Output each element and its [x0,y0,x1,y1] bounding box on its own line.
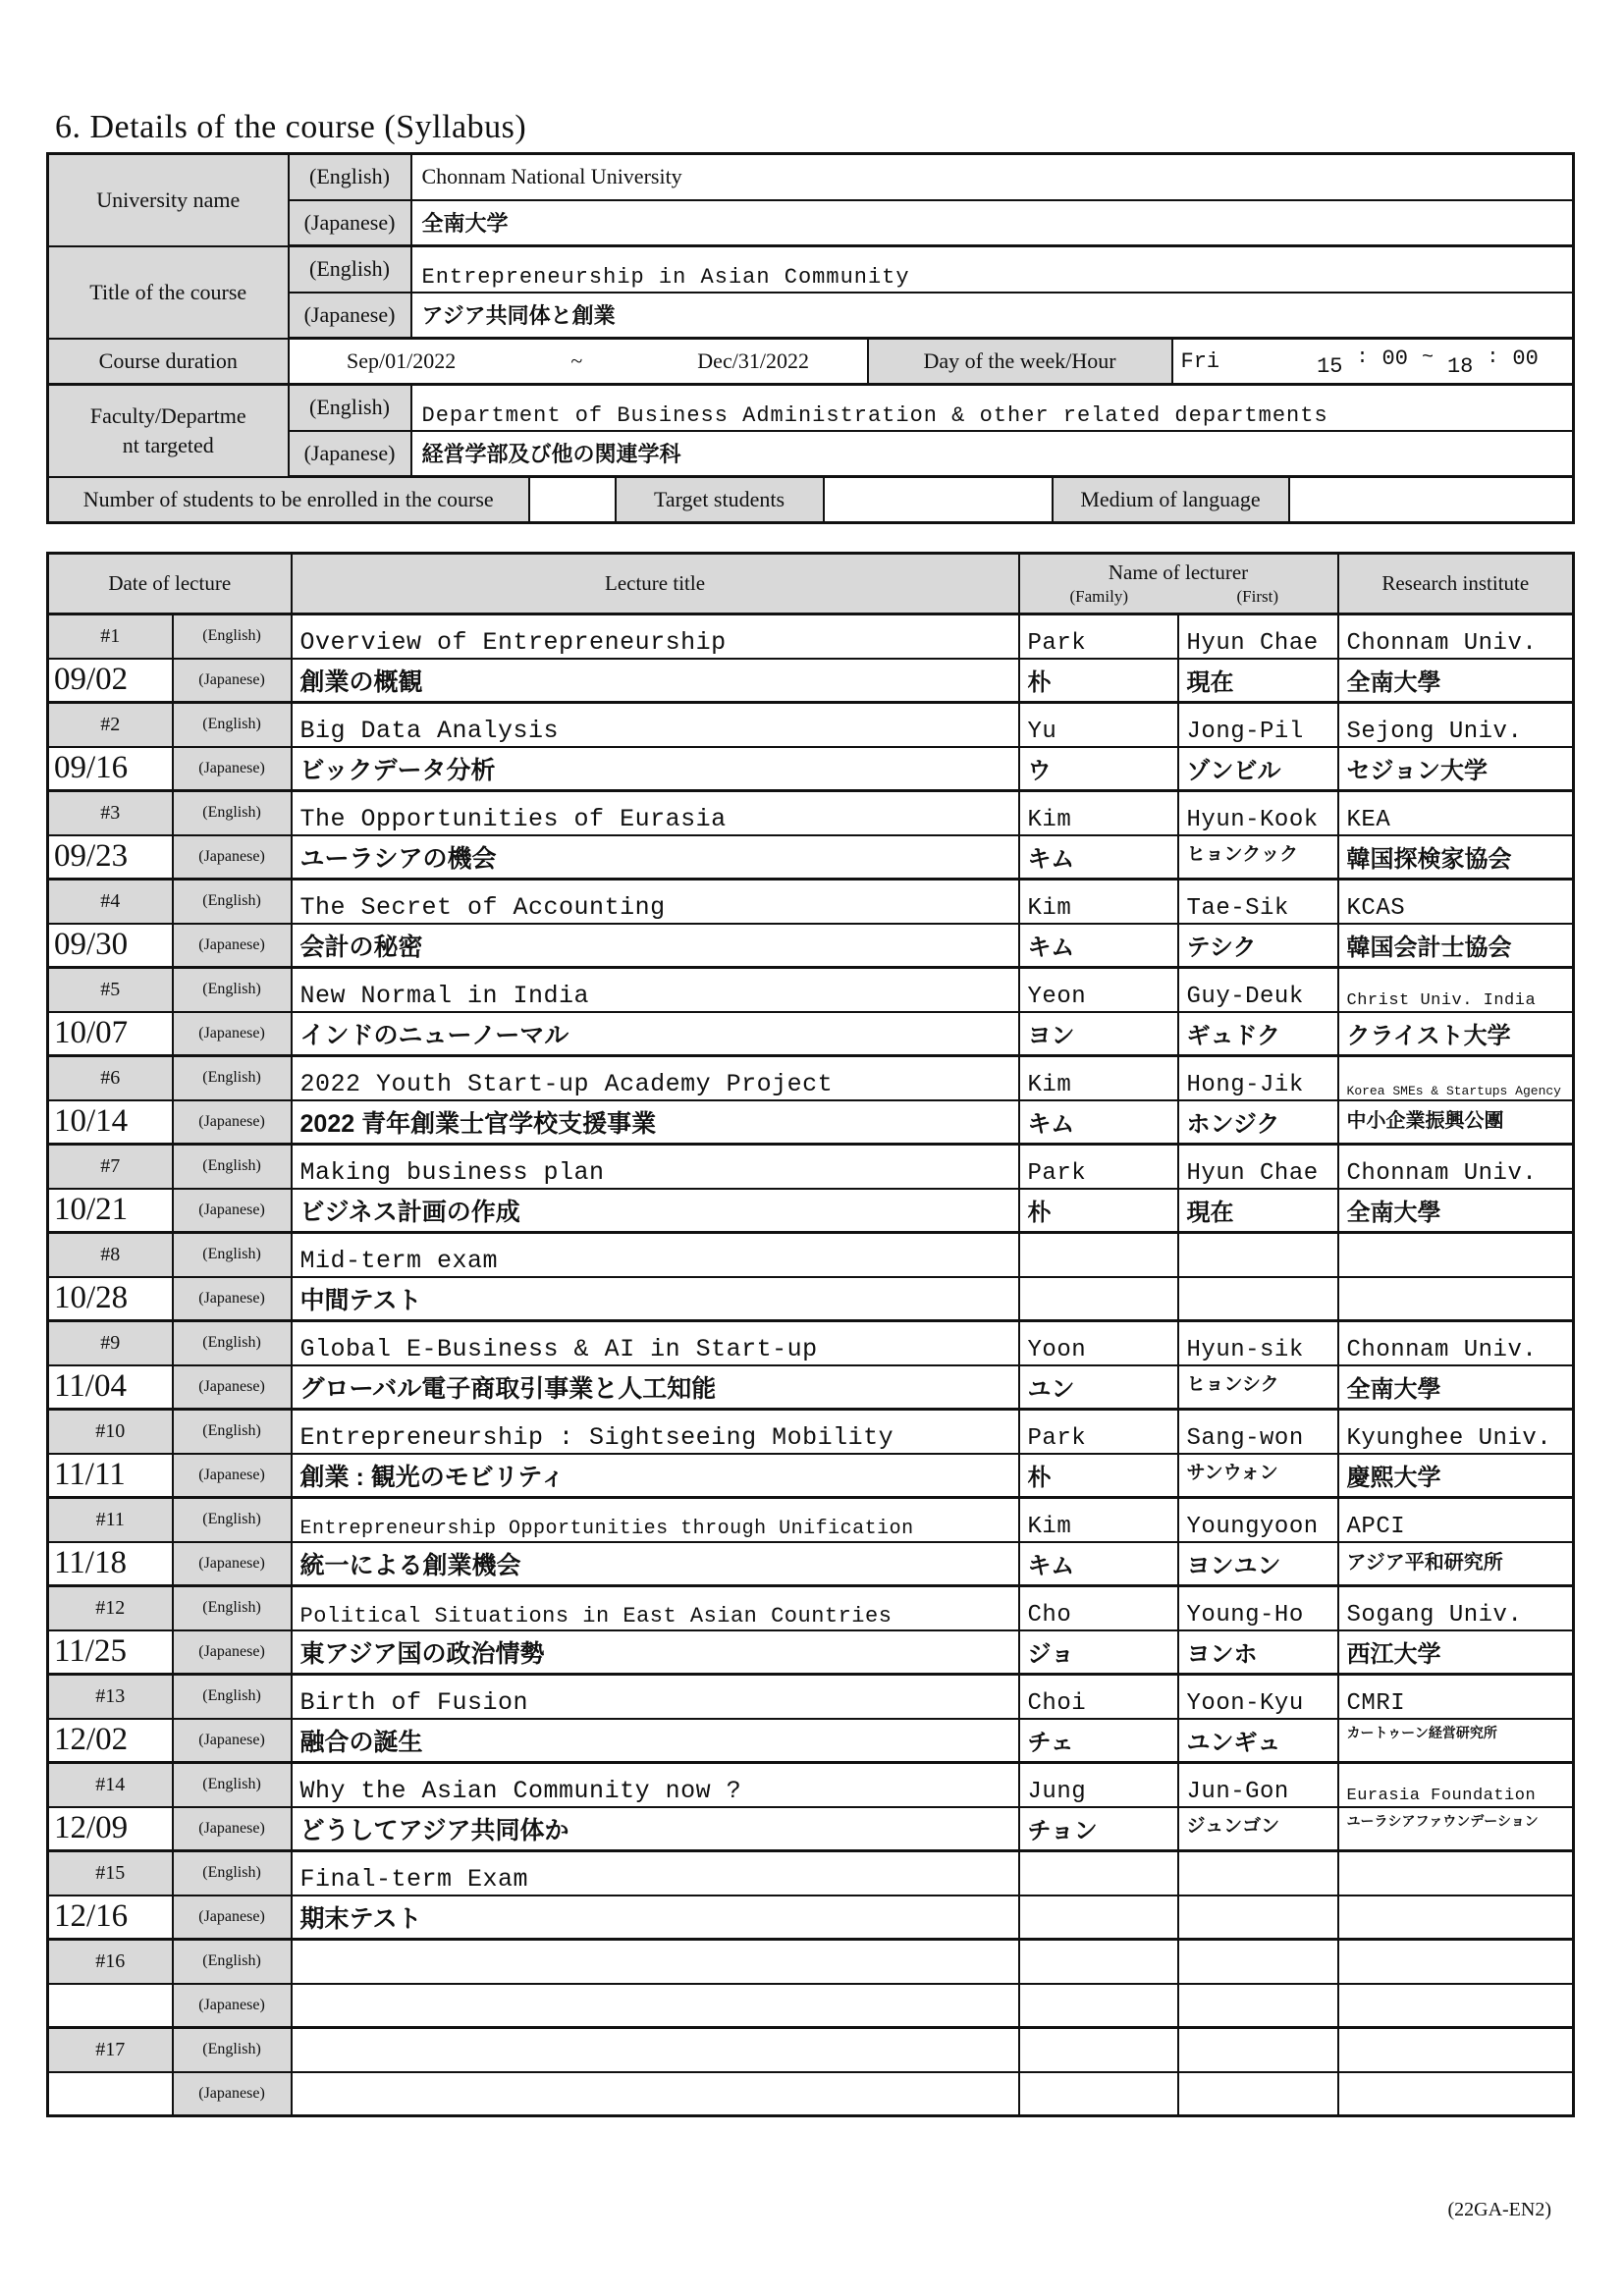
lecture-schedule-table [46,552,1575,2117]
lecturer-first-ja: 現在 [1178,1189,1338,1233]
faculty-english-value: Department of Business Administration & other related departments [411,385,1574,431]
lecturer-first-en: Yoon-Kyu [1178,1675,1338,1719]
lecturer-family-ja: ヨン [1019,1012,1178,1056]
lecturer-family-en: Choi [1019,1675,1178,1719]
lecturer-family-ja: キム [1019,835,1178,880]
lecturer-family-ja: チェ [1019,1719,1178,1763]
lecture-title-ja: インドのニューノーマル [292,1012,1019,1056]
lecture-title-en: Big Data Analysis [292,703,1019,747]
start-hour: 15 [1317,353,1343,379]
research-institute-ja: 韓国会計士協会 [1338,924,1574,968]
research-institute-ja: 西江大学 [1338,1630,1574,1675]
research-institute-ja: 全南大學 [1338,659,1574,703]
research-institute-ja: 全南大學 [1338,1189,1574,1233]
lecturer-first-ja: ユンギュ [1178,1719,1338,1763]
japanese-sublabel: (Japanese) [173,2072,292,2116]
lecture-title-en [292,1940,1019,1984]
research-institute-en: CMRI [1338,1675,1574,1719]
lecture-title-en: Making business plan [292,1145,1019,1189]
research-institute-en: Eurasia Foundation [1338,1763,1574,1807]
lecture-date: 11/04 [48,1365,173,1410]
lecturer-family-ja: 朴 [1019,659,1178,703]
lecturer-family-en [1019,2028,1178,2072]
research-institute-ja: 全南大學 [1338,1365,1574,1410]
lecture-title-ja [292,2072,1019,2116]
course-title-label: Title of the course [48,246,289,339]
research-institute-ja: 慶熙大学 [1338,1454,1574,1498]
lecture-title-ja: 融合の誕生 [292,1719,1019,1763]
lecturer-family-en: Park [1019,1145,1178,1189]
japanese-sublabel: (Japanese) [173,1542,292,1586]
research-institute-ja: ユーラシアファウンデーション [1338,1807,1574,1851]
lecture-date [48,1984,173,2028]
japanese-sublabel: (Japanese) [173,1454,292,1498]
lecturer-first-en: Hyun Chae [1178,614,1338,659]
lecture-title-ja: グローバル電子商取引事業と人工知能 [292,1365,1019,1410]
research-institute-en: KCAS [1338,880,1574,924]
lecture-date: 09/02 [48,659,173,703]
lecture-title-en: The Opportunities of Eurasia [292,791,1019,835]
lecture-title-ja: ビックデータ分析 [292,747,1019,791]
research-institute-ja: アジア平和研究所 [1338,1542,1574,1586]
lecturer-first-en: Hyun Chae [1178,1145,1338,1189]
english-sublabel: (English) [173,1498,292,1542]
english-sublabel: (English) [173,880,292,924]
japanese-sublabel: (Japanese) [173,659,292,703]
end-hour: 18 [1446,353,1474,379]
start-minute: 00 [1381,346,1408,371]
lecture-date: 10/07 [48,1012,173,1056]
lecture-title-ja: どうしてアジア共同体か [292,1807,1019,1851]
lecturer-family-ja [1019,2072,1178,2116]
lecture-date: 12/09 [48,1807,173,1851]
japanese-sublabel: (Japanese) [173,924,292,968]
english-sublabel: (English) [173,968,292,1012]
header-research-institute: Research institute [1338,554,1574,614]
lecturer-family-ja: 朴 [1019,1454,1178,1498]
course-info-table [46,152,1575,524]
japanese-sublabel: (Japanese) [173,1365,292,1410]
lecturer-family-ja [1019,1277,1178,1321]
medium-of-language-value [1289,477,1574,523]
research-institute-en [1338,1940,1574,1984]
japanese-sublabel: (Japanese) [173,1189,292,1233]
lecturer-first-ja: 現在 [1178,659,1338,703]
lecturer-first-en [1178,2028,1338,2072]
lecture-number: #4 [48,880,173,924]
lecture-date: 10/28 [48,1277,173,1321]
lecturer-family-en: Kim [1019,1498,1178,1542]
lecturer-first-ja: サンウォン [1178,1454,1338,1498]
lecturer-first-ja: テシク [1178,924,1338,968]
university-name-label: University name [48,154,289,246]
lecturer-family-en [1019,1233,1178,1277]
lecture-date: 12/02 [48,1719,173,1763]
lecturer-family-ja [1019,1896,1178,1940]
lecture-number: #17 [48,2028,173,2072]
header-name-of-lecturer [1019,554,1338,614]
japanese-sublabel: (Japanese) [173,1807,292,1851]
english-sublabel: (English) [173,1410,292,1454]
lecture-title-en: Final-term Exam [292,1851,1019,1896]
japanese-sublabel: (Japanese) [289,200,411,246]
lecture-number: #7 [48,1145,173,1189]
lecturer-first-ja: ゾンビル [1178,747,1338,791]
research-institute-en: Chonnam Univ. [1338,1145,1574,1189]
lecturer-first-en: Tae-Sik [1178,880,1338,924]
lecturer-family-en: Cho [1019,1586,1178,1630]
lecture-number: #6 [48,1056,173,1100]
lecturer-first-en: Guy-Deuk [1178,968,1338,1012]
duration-start-date: Sep/01/2022 [347,348,457,373]
lecturer-family-en: Kim [1019,791,1178,835]
research-institute-en: Korea SMEs & Startups Agency [1338,1056,1574,1100]
lecturer-family-ja: チョン [1019,1807,1178,1851]
japanese-sublabel: (Japanese) [173,747,292,791]
lecturer-first-en [1178,1851,1338,1896]
research-institute-ja [1338,1277,1574,1321]
lecture-title-ja: 創業の概観 [292,659,1019,703]
course-title-english-value: Entrepreneurship in Asian Community [411,246,1574,293]
lecture-date: 10/14 [48,1100,173,1145]
japanese-sublabel: (Japanese) [173,1100,292,1145]
lecturer-family-ja: ユン [1019,1365,1178,1410]
schedule-body [48,614,1574,2116]
english-sublabel: (English) [289,385,411,431]
lecturer-family-en: Yeon [1019,968,1178,1012]
research-institute-ja: セジョン大学 [1338,747,1574,791]
japanese-sublabel: (Japanese) [173,1896,292,1940]
lecturer-first-en: Sang-won [1178,1410,1338,1454]
lecturer-first-en: Jun-Gon [1178,1763,1338,1807]
doc-code: (22GA-EN2) [1447,2199,1551,2220]
research-institute-ja: カートゥーン経営研究所 [1338,1719,1574,1763]
tilde: ~ [1421,346,1434,369]
english-sublabel: (English) [173,1763,292,1807]
lecturer-first-en: Jong-Pil [1178,703,1338,747]
japanese-sublabel: (Japanese) [173,835,292,880]
lecturer-family-ja: キム [1019,924,1178,968]
lecturer-family-en [1019,1940,1178,1984]
japanese-sublabel: (Japanese) [173,1277,292,1321]
lecturer-first-ja: ホンジク [1178,1100,1338,1145]
research-institute-ja: 中小企業振興公團 [1338,1100,1574,1145]
lecture-title-en: The Secret of Accounting [292,880,1019,924]
english-sublabel: (English) [173,1233,292,1277]
lecture-number: #16 [48,1940,173,1984]
research-institute-ja: クライスト大学 [1338,1012,1574,1056]
lecturer-first-en [1178,1940,1338,1984]
japanese-sublabel: (Japanese) [173,1630,292,1675]
lecture-date: 12/16 [48,1896,173,1940]
english-sublabel: (English) [173,1940,292,1984]
lecture-number: #5 [48,968,173,1012]
duration-end-date: Dec/31/2022 [697,348,809,373]
lecturer-family-en: Kim [1019,880,1178,924]
english-sublabel: (English) [173,2028,292,2072]
weekday-value: Fri [1180,348,1220,374]
faculty-label-line1: Faculty/Departme [89,403,246,429]
faculty-japanese-value: 経営学部及び他の関連学科 [411,431,1574,477]
lecturer-family-ja [1019,1984,1178,2028]
research-institute-en: Sejong Univ. [1338,703,1574,747]
course-duration-value [289,339,868,385]
header-family: (Family) [1069,587,1129,606]
lecture-title-ja: 会計の秘密 [292,924,1019,968]
lecturer-family-en: Park [1019,1410,1178,1454]
lecture-title-en: Entrepreneurship : Sightseeing Mobility [292,1410,1019,1454]
lecture-title-en: Political Situations in East Asian Countries [292,1586,1019,1630]
research-institute-en: KEA [1338,791,1574,835]
lecture-date: 10/21 [48,1189,173,1233]
lecturer-family-en: Jung [1019,1763,1178,1807]
lecture-title-en: Birth of Fusion [292,1675,1019,1719]
enrollment-label: Number of students to be enrolled in the course [48,477,529,523]
faculty-label-line2: nt targeted [122,432,214,457]
lecturer-first-en: Hyun-Kook [1178,791,1338,835]
lecture-title-en: Global E-Business & AI in Start-up [292,1321,1019,1365]
japanese-sublabel: (Japanese) [173,1719,292,1763]
lecture-title-ja: 創業 : 観光のモビリティ [292,1454,1019,1498]
lecture-title-ja: 期末テスト [292,1896,1019,1940]
university-name-japanese-value: 全南大学 [411,200,1574,246]
lecturer-family-en: Kim [1019,1056,1178,1100]
research-institute-ja [1338,1896,1574,1940]
lecturer-first-ja: ギュドク [1178,1012,1338,1056]
lecture-date [48,2072,173,2116]
english-sublabel: (English) [173,1586,292,1630]
lecturer-family-ja: 朴 [1019,1189,1178,1233]
japanese-sublabel: (Japanese) [173,1984,292,2028]
lecture-title-ja: 統一による創業機会 [292,1542,1019,1586]
lecturer-family-ja: ジョ [1019,1630,1178,1675]
english-sublabel: (English) [173,791,292,835]
english-sublabel: (English) [173,1056,292,1100]
lecturer-family-en [1019,1851,1178,1896]
faculty-label [48,385,289,477]
english-sublabel: (English) [173,614,292,659]
lecture-title-ja: 東アジア国の政治情勢 [292,1630,1019,1675]
lecture-title-ja: ビジネス計画の作成 [292,1189,1019,1233]
lecture-title-ja: 中間テスト [292,1277,1019,1321]
lecture-title-en: Mid-term exam [292,1233,1019,1277]
end-minute: 00 [1512,346,1539,371]
target-students-value [824,477,1053,523]
english-sublabel: (English) [173,703,292,747]
course-duration-label: Course duration [48,339,289,385]
lecture-number: #8 [48,1233,173,1277]
research-institute-en: Chonnam Univ. [1338,1321,1574,1365]
research-institute-en [1338,1233,1574,1277]
lecture-title-en: Overview of Entrepreneurship [292,614,1019,659]
research-institute-en: Kyunghee Univ. [1338,1410,1574,1454]
lecturer-first-ja: ジュンゴン [1178,1807,1338,1851]
lecture-date: 11/25 [48,1630,173,1675]
lecture-number: #1 [48,614,173,659]
research-institute-en [1338,2028,1574,2072]
lecturer-header-text: Name of lecturer [1108,561,1249,584]
research-institute-ja [1338,1984,1574,2028]
lecturer-first-ja: ヨンユン [1178,1542,1338,1586]
university-name-english-value: Chonnam National University [411,154,1574,200]
duration-tilde: ~ [570,348,583,373]
english-sublabel: (English) [173,1851,292,1896]
lecturer-family-en: Yu [1019,703,1178,747]
course-title-japanese-value: アジア共同体と創業 [411,293,1574,339]
english-sublabel: (English) [173,1321,292,1365]
research-institute-en: Chonnam Univ. [1338,614,1574,659]
research-institute-en: Sogang Univ. [1338,1586,1574,1630]
header-date-of-lecture: Date of lecture [48,554,292,614]
colon: : [1356,346,1369,369]
lecturer-first-ja: ヨンホ [1178,1630,1338,1675]
lecture-date: 09/30 [48,924,173,968]
lecture-title-ja [292,1984,1019,2028]
lecture-date: 09/23 [48,835,173,880]
lecture-date: 11/11 [48,1454,173,1498]
lecturer-first-en: Hyun-sik [1178,1321,1338,1365]
lecture-title-en: New Normal in India [292,968,1019,1012]
lecture-number: #9 [48,1321,173,1365]
lecture-title-en [292,2028,1019,2072]
lecture-title-ja: 2022 青年創業士官学校支援事業 [292,1100,1019,1145]
lecturer-first-ja [1178,2072,1338,2116]
japanese-sublabel: (Japanese) [289,293,411,339]
lecturer-first-en: Youngyoon [1178,1498,1338,1542]
day-time-value [1172,339,1574,385]
lecture-title-ja: ユーラシアの機会 [292,835,1019,880]
lecture-number: #13 [48,1675,173,1719]
lecture-number: #3 [48,791,173,835]
lecturer-first-ja: ヒョンシク [1178,1365,1338,1410]
lecture-title-en: 2022 Youth Start-up Academy Project [292,1056,1019,1100]
lecturer-first-en: Young-Ho [1178,1586,1338,1630]
lecturer-family-ja: キム [1019,1542,1178,1586]
target-students-label: Target students [616,477,824,523]
enrollment-value [529,477,616,523]
lecture-number: #2 [48,703,173,747]
lecturer-first-ja [1178,1984,1338,2028]
english-sublabel: (English) [173,1675,292,1719]
research-institute-ja: 韓国探検家協会 [1338,835,1574,880]
research-institute-en: APCI [1338,1498,1574,1542]
lecture-number: #15 [48,1851,173,1896]
lecture-title-en: Entrepreneurship Opportunities through Unification [292,1498,1019,1542]
lecturer-family-ja: キム [1019,1100,1178,1145]
page-title: 6. Details of the course (Syllabus) [55,108,527,145]
lecturer-family-ja: ウ [1019,747,1178,791]
japanese-sublabel: (Japanese) [173,1012,292,1056]
research-institute-ja [1338,2072,1574,2116]
lecturer-first-ja: ヒョンクック [1178,835,1338,880]
english-sublabel: (English) [289,246,411,293]
lecturer-first-en [1178,1233,1338,1277]
lecture-number: #14 [48,1763,173,1807]
lecturer-family-en: Yoon [1019,1321,1178,1365]
medium-of-language-label: Medium of language [1053,477,1289,523]
header-lecture-title: Lecture title [292,554,1019,614]
colon: : [1487,346,1499,369]
lecturer-first-en: Hong-Jik [1178,1056,1338,1100]
research-institute-en: Christ Univ. India [1338,968,1574,1012]
lecture-number: #10 [48,1410,173,1454]
english-sublabel: (English) [289,154,411,200]
lecture-title-en: Why the Asian Community now ? [292,1763,1019,1807]
research-institute-en [1338,1851,1574,1896]
lecture-number: #11 [48,1498,173,1542]
english-sublabel: (English) [173,1145,292,1189]
header-first: (First) [1236,587,1279,606]
lecturer-family-en: Park [1019,614,1178,659]
lecture-number: #12 [48,1586,173,1630]
lecture-date: 09/16 [48,747,173,791]
japanese-sublabel: (Japanese) [289,431,411,477]
lecture-date: 11/18 [48,1542,173,1586]
lecturer-first-ja [1178,1277,1338,1321]
lecturer-first-ja [1178,1896,1338,1940]
day-of-week-label: Day of the week/Hour [868,339,1172,385]
